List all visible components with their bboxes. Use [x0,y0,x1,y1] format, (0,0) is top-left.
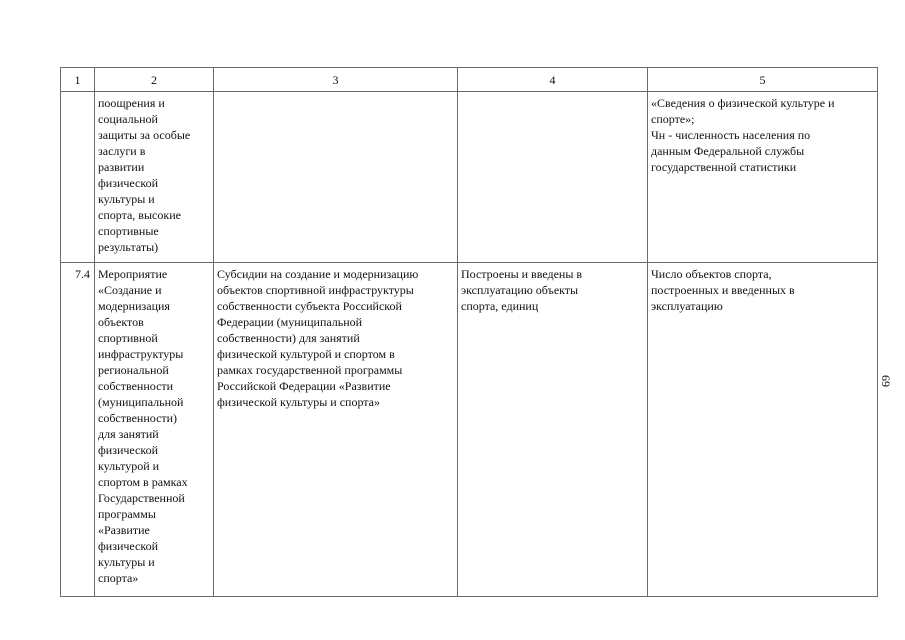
table-row [61,263,878,597]
page-number: 69 [879,375,893,387]
header-cell-4: 4 [458,68,648,92]
header-cell-3: 3 [214,68,458,92]
header-cell-5: 5 [648,68,878,92]
calculation-method-cell: «Сведения о физической культуре и спорте»; Чн - численность населения по данным Федеральной службы государственной статистики [648,92,878,263]
header-cell-2: 2 [95,68,214,92]
calculation-method-cell: Число объектов спорта, построенных и введенных в эксплуатацию [648,263,878,597]
header-cell-1: 1 [61,68,95,92]
indicator-cell [458,92,648,263]
indicator-cell: Построены и введены в эксплуатацию объекты спорта, единиц [458,263,648,597]
data-table [60,67,878,597]
row-number-cell [61,92,95,263]
row-number-cell: 7.4 [61,263,95,597]
table-header-row [61,68,878,92]
event-description-cell: поощрения и социальной защиты за особые заслуги в развитии физической культуры и спорта, высокие спортивные результаты) [95,92,214,263]
subsidy-description-cell [214,92,458,263]
table-row [61,92,878,263]
subsidy-description-cell: Субсидии на создание и модернизацию объектов спортивной инфраструктуры собственности субъекта Российской Федерации (муниципальной собственности) для занятий физической культурой и спортом в рамках государственной программы Российской Федерации «Развитие физической культуры и спорта» [214,263,458,597]
event-description-cell: Мероприятие «Создание и модернизация объектов спортивной инфраструктуры региональной собственности (муниципальной собственности) для занятий физической культурой и спортом в рамках Государственной программы «Развитие физической культуры и спорта» [95,263,214,597]
